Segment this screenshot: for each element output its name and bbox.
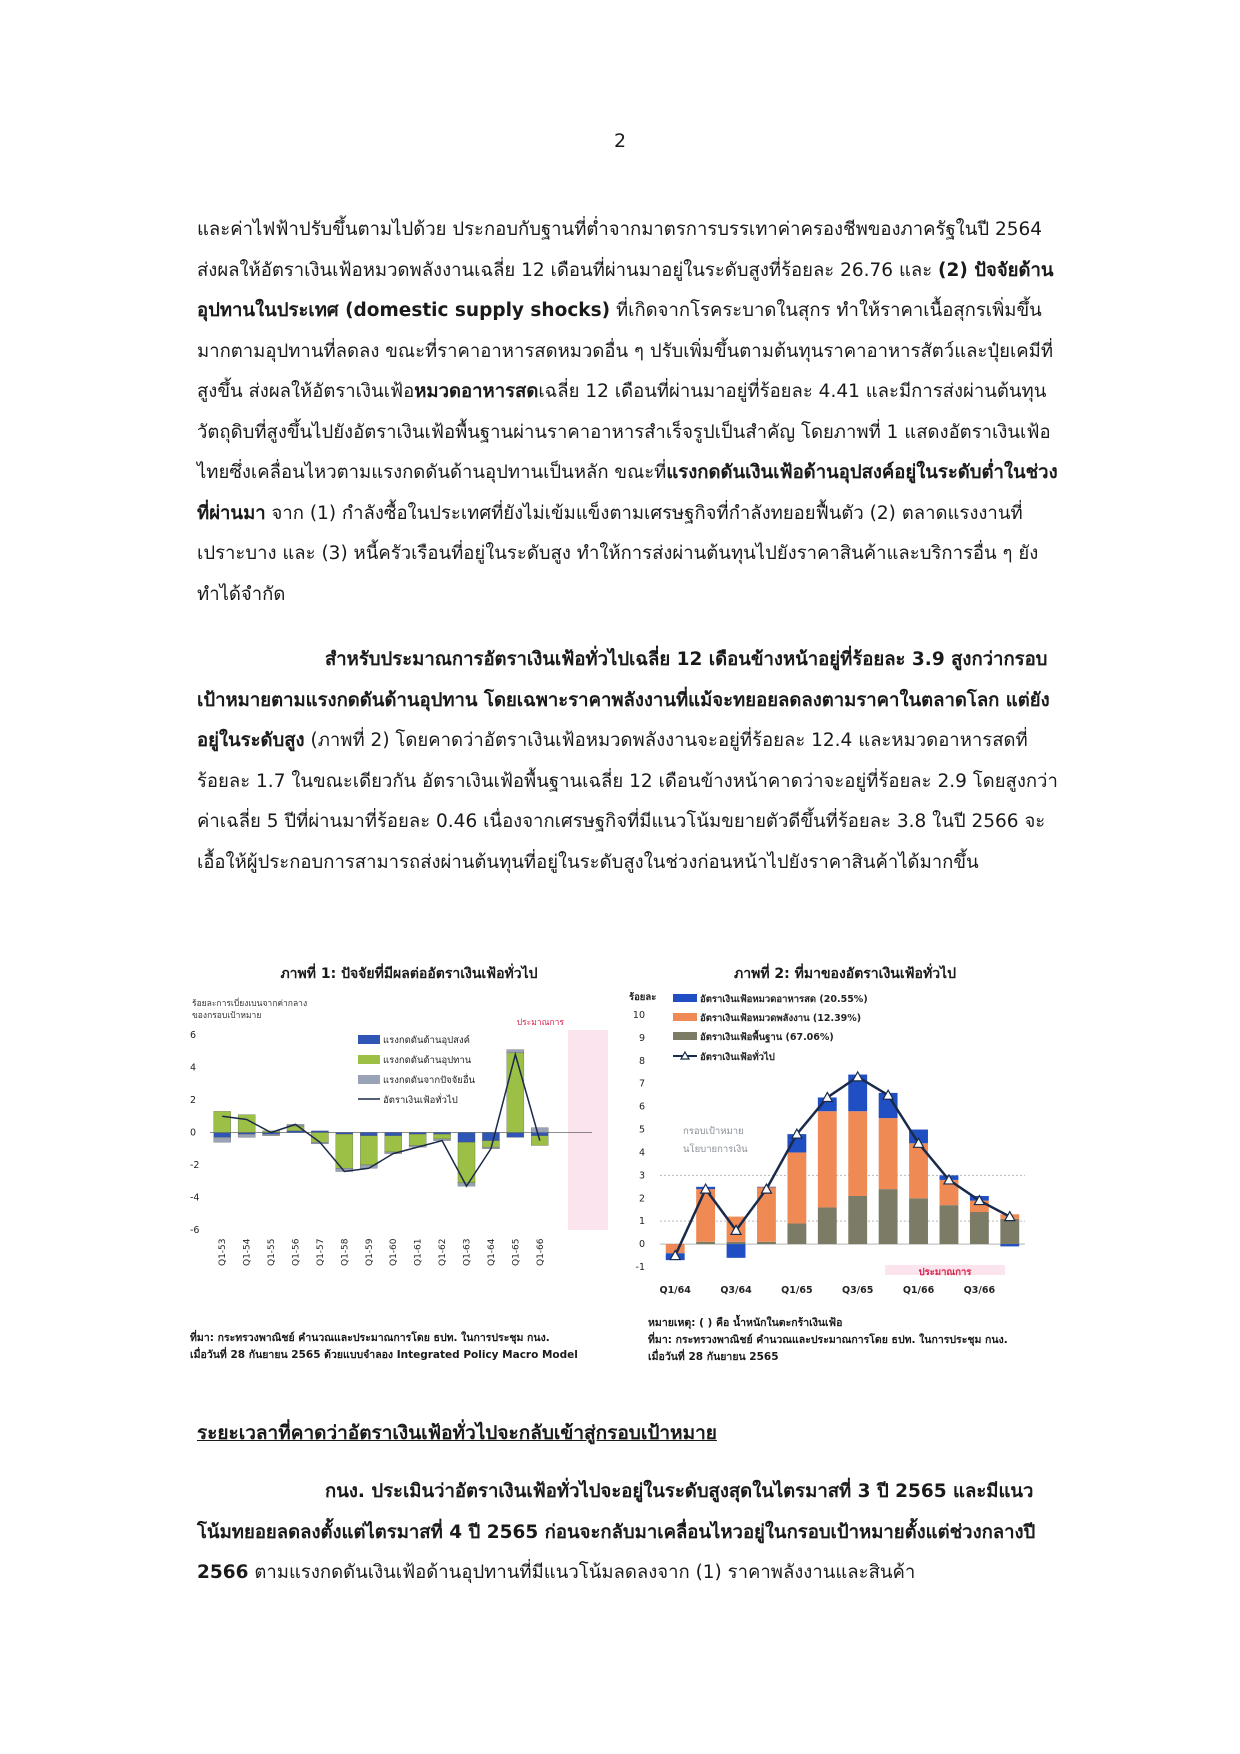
figure1-bar — [238, 1133, 255, 1135]
figure2-xtick-label: Q3/65 — [842, 1285, 874, 1296]
figure1-xtick-label: Q1-54 — [242, 1238, 253, 1266]
figure2-note: หมายเหตุ: ( ) คือ น้ำหนักในตะกร้าเงินเฟ้อ — [648, 1317, 843, 1329]
figure2-ytick-label: 1 — [638, 1216, 645, 1228]
figure2-bar — [848, 1111, 867, 1196]
figure1-xtick-label: Q1-58 — [340, 1238, 351, 1266]
figure1-xtick-label: Q1-59 — [364, 1238, 375, 1266]
figure1-ytick-label: 2 — [190, 1095, 197, 1106]
figure1-ytick-label: 0 — [190, 1127, 197, 1139]
legend-label-other: แรงกดดันจากปัจจัยอื่น — [383, 1075, 476, 1086]
figure1-bar — [385, 1136, 402, 1152]
figure1-bar — [458, 1133, 475, 1143]
figure2-bar — [727, 1244, 746, 1258]
figure1-xtick-label: Q1-65 — [511, 1238, 522, 1266]
figure1-xtick-label: Q1-64 — [486, 1238, 497, 1266]
figure1-ylabel-2: ของกรอบเป้าหมาย — [192, 1011, 262, 1021]
legend-label-supply: แรงกดดันด้านอุปทาน — [383, 1055, 472, 1066]
figure1-xtick-label: Q1-62 — [438, 1238, 449, 1266]
figure2-bar — [787, 1223, 806, 1244]
para1-bold-1: (2) ปัจจัยด้านอุปทานในประเทศ (domestic supply shocks) — [197, 259, 1054, 321]
legend-label-energy: อัตราเงินเฟ้อหมวดพลังงาน (12.39%) — [700, 1013, 862, 1024]
figure2-bar — [818, 1111, 837, 1207]
figure1-bar — [238, 1134, 255, 1137]
figure1-xtick-label: Q1-55 — [267, 1238, 278, 1266]
figure1-source — [190, 1330, 620, 1364]
legend-swatch-demand — [358, 1035, 380, 1044]
para1-text-2: ที่เกิดจากโรคระบาดในสุกร ทำให้ราคาเนื้อสุกรเพิ่มขึ้นมากตามอุปทานที่ลดลง ขณะที่ราคาอาหารสดหมวดอื่น ๆ ปรับเพิ่มขึ้นตามต้นทุนราคาอาหารสัตว์และปุ๋ยเคมีที่สูงขึ้น ส่งผลให้อัตราเงินเฟ้อ — [197, 300, 1054, 402]
figure2-ytick-label: 7 — [638, 1078, 645, 1090]
figure1-xtick-label: Q1-56 — [291, 1238, 302, 1266]
figure2-ytick-label: 9 — [638, 1032, 645, 1044]
figure2-ytick-label: 10 — [632, 1010, 645, 1021]
figure1-bar — [311, 1131, 328, 1133]
figure1-bar — [214, 1137, 231, 1142]
figure2-bar — [787, 1152, 806, 1223]
para1-bold-2: หมวดอาหารสด — [414, 381, 539, 402]
figure2-bar — [757, 1187, 776, 1242]
figure1-source-line2: เมื่อวันที่ 28 กันยายน 2565 ด้วยแบบจำลอง Integrated Policy Macro Model — [190, 1349, 578, 1361]
figure2-source-line2: เมื่อวันที่ 28 กันยายน 2565 — [648, 1351, 779, 1363]
figure2-ytick-label: 5 — [638, 1124, 645, 1136]
legend-label-core: อัตราเงินเฟ้อพื้นฐาน (67.06%) — [700, 1032, 834, 1043]
para1-bold-3: แรงกดดันเงินเฟ้อด้านอุปสงค์อยู่ในระดับต่ำในช่วงที่ผ่านมา — [197, 462, 1058, 524]
paragraph-1 — [197, 210, 1059, 615]
figure1-forecast-area — [568, 1030, 608, 1230]
legend-swatch-fresh-food — [673, 994, 697, 1002]
figure1-ytick-label: -2 — [190, 1160, 200, 1171]
figure1-source-line1: ที่มา: กระทรวงพาณิชย์ คำนวณและประมาณการโดย ธปท. ในการประชุม กนง. — [190, 1332, 550, 1344]
figure1-chart — [190, 990, 620, 1315]
legend-swatch-core — [673, 1032, 697, 1040]
figure1-bar — [434, 1134, 451, 1139]
figure2-ytick-label: 0 — [638, 1239, 645, 1251]
figure1-ytick-label: 6 — [190, 1030, 197, 1041]
figure1-ytick-label: -4 — [190, 1192, 200, 1204]
paragraph-2 — [197, 640, 1059, 883]
figure2-source-line1: ที่มา: กระทรวงพาณิชย์ คำนวณและประมาณการโดย ธปท. ในการประชุม กนง. — [648, 1334, 1008, 1346]
legend-swatch-supply — [358, 1055, 380, 1064]
figure2-ytick-label: -1 — [635, 1262, 645, 1273]
figure2-chart — [625, 985, 1040, 1315]
section-heading: ระยะเวลาที่คาดว่าอัตราเงินเฟ้อทั่วไปจะกลับเข้าสู่กรอบเป้าหมาย — [197, 1422, 717, 1444]
figure1-xtick-label: Q1-61 — [413, 1238, 424, 1266]
figure1-bar — [360, 1136, 377, 1165]
figure2-ytick-label: 4 — [638, 1147, 645, 1159]
figure2-bar — [879, 1189, 898, 1244]
figure2-xtick-label: Q3/64 — [720, 1285, 752, 1296]
figure1-xtick-label: Q1-57 — [315, 1238, 326, 1266]
page-number: 2 — [613, 130, 627, 152]
figure2-bar — [879, 1118, 898, 1189]
figure1-bar — [434, 1133, 451, 1135]
figure2-bar — [727, 1242, 746, 1244]
para3-text-1: ตามแรงกดดันเงินเฟ้อด้านอุปทานที่มีแนวโน้มลดลงจาก (1) ราคาพลังงานและสินค้า — [248, 1562, 916, 1583]
figure2-ylabel: ร้อยละ — [629, 992, 657, 1003]
figure1-bar — [287, 1131, 304, 1133]
para1-text-1: และค่าไฟฟ้าปรับขึ้นตามไปด้วย ประกอบกับฐานที่ต่ำจากมาตรการบรรเทาค่าครองชีพของภาครัฐในปี 2564 ส่งผลให้อัตราเงินเฟ้อหมวดพลังงานเฉลี่ย 12 เดือนที่ผ่านมาอยู่ในระดับสูงที่ร้อยละ 26.76 และ — [197, 219, 1043, 281]
figure1-forecast-label: ประมาณการ — [516, 1018, 564, 1028]
figure1-ylabel-1: ร้อยละการเบี่ยงเบนจากค่ากลาง — [192, 999, 308, 1009]
figure1-bar — [336, 1134, 353, 1168]
figure2-xtick-label: Q1/65 — [781, 1285, 813, 1296]
figure2-bar — [757, 1242, 776, 1244]
figure2-target-label-2: นโยบายการเงิน — [683, 1144, 748, 1155]
figure1-legend — [358, 1034, 476, 1106]
para2-bold-1: สำหรับประมาณการอัตราเงินเฟ้อทั่วไปเฉลี่ย 12 เดือนข้างหน้าอยู่ที่ร้อยละ 3.9 สูงกว่ากรอบเป้าหมายตามแรงกดดันด้านอุปทาน โดยเฉพาะราคาพลังงานที่แม้จะทยอยลดลงตามราคาในตลาดโลก แต่ยังอยู่ในระดับสูง — [197, 649, 1050, 751]
para1-text-3: เฉลี่ย 12 เดือนที่ผ่านมาอยู่ที่ร้อยละ 4.41 และมีการส่งผ่านต้นทุนวัตถุดิบที่สูงขึ้นไปยังอัตราเงินเฟ้อพื้นฐานผ่านราคาอาหารสำเร็จรูปเป็นสำคัญ โดยภาพที่ 1 แสดงอัตราเงินเฟ้อไทยซึ่งเคลื่อนไหวตามแรงกดดันด้านอุปทานเป็นหลัก ขณะที่ — [197, 381, 1051, 483]
figure2-ytick-label: 8 — [638, 1055, 645, 1067]
legend-label-headline: อัตราเงินเฟ้อทั่วไป — [700, 1052, 775, 1063]
para1-text-4: จาก (1) กำลังซื้อในประเทศที่ยังไม่เข้มแข็งตามเศรษฐกิจที่กำลังทยอยฟื้นตัว (2) ตลาดแรงงานที่เปราะบาง และ (3) หนี้ครัวเรือนที่อยู่ในระดับสูง ทำให้การส่งผ่านต้นทุนไปยังราคาสินค้าและบริการอื่น ๆ ยังทำได้จำกัด — [197, 502, 1039, 605]
legend-label-demand: แรงกดดันด้านอุปสงค์ — [383, 1035, 470, 1046]
figure2-forecast-label: ประมาณการ — [918, 1267, 972, 1278]
figure2-source — [648, 1315, 1068, 1366]
legend-swatch-other — [358, 1075, 380, 1084]
figure2-bar — [970, 1212, 989, 1244]
paragraph-3 — [197, 1472, 1059, 1594]
figure2-title: ภาพที่ 2: ที่มาของอัตราเงินเฟ้อทั่วไป — [734, 966, 956, 982]
figure1-bar — [409, 1134, 426, 1145]
figure2-bar — [909, 1198, 928, 1244]
figure1-bar — [263, 1134, 280, 1136]
figure1-bar — [214, 1111, 231, 1132]
figure1-bar — [531, 1128, 548, 1133]
figure2-bar — [1000, 1244, 1019, 1246]
legend-label-fresh-food: อัตราเงินเฟ้อหมวดอาหารสด (20.55%) — [700, 994, 868, 1005]
figure1-bar — [360, 1133, 377, 1136]
figure2-xtick-label: Q3/66 — [963, 1285, 996, 1296]
legend-swatch-energy — [673, 1013, 697, 1021]
para3-bold-1: กนง. ประเมินว่าอัตราเงินเฟ้อทั่วไปจะอยู่ในระดับสูงสุดในไตรมาสที่ 3 ปี 2565 และมีแนวโน้มทยอยลดลงตั้งแต่ไตรมาสที่ 4 ปี 2565 ก่อนจะกลับมาเคลื่อนไหวอยู่ในกรอบเป้าหมายตั้งแต่ช่วงกลางปี 2566 — [197, 1481, 1036, 1583]
figure1-bar — [238, 1115, 255, 1133]
figure1-ytick-label: 4 — [190, 1062, 197, 1074]
figure1-headline-line — [222, 1055, 540, 1187]
figure1-title: ภาพที่ 1: ปัจจัยที่มีผลต่ออัตราเงินเฟ้อทั่วไป — [280, 966, 538, 982]
figure1-ytick-label: -6 — [190, 1225, 200, 1236]
figure2-ytick-label: 2 — [638, 1193, 645, 1205]
figure1-bar — [507, 1053, 524, 1133]
figure1-xtick-label: Q1-53 — [218, 1238, 229, 1266]
figure2-bar — [848, 1196, 867, 1244]
figure2-ytick-label: 6 — [638, 1101, 645, 1113]
figure2-ytick-label: 3 — [638, 1170, 645, 1182]
figure1-bar — [409, 1133, 426, 1135]
figure1-xtick-label: Q1-66 — [535, 1238, 546, 1266]
figure2-bar — [696, 1242, 715, 1244]
figure1-bar — [507, 1133, 524, 1138]
figure2-target-label-1: กรอบเป้าหมาย — [683, 1126, 744, 1137]
legend-label-headline: อัตราเงินเฟ้อทั่วไป — [383, 1095, 458, 1106]
figure1-xtick-label: Q1-63 — [462, 1238, 473, 1266]
figure2-legend — [673, 993, 868, 1063]
figure1-bar — [336, 1133, 353, 1135]
figure2-xtick-label: Q1/64 — [659, 1285, 691, 1296]
figure1-xtick-label: Q1-60 — [389, 1238, 400, 1266]
figure1-bar — [531, 1133, 548, 1136]
figure2-xtick-label: Q1/66 — [902, 1285, 935, 1296]
figure2-bar — [818, 1207, 837, 1244]
figure2-bar — [1000, 1219, 1019, 1244]
para2-text-1: (ภาพที่ 2) โดยคาดว่าอัตราเงินเฟ้อหมวดพลังงานจะอยู่ที่ร้อยละ 12.4 และหมวดอาหารสดที่ร้อยละ 1.7 ในขณะเดียวกัน อัตราเงินเฟ้อพื้นฐานเฉลี่ย 12 เดือนข้างหน้าคาดว่าจะอยู่ที่ร้อยละ 2.9 โดยสูงกว่าค่าเฉลี่ย 5 ปีที่ผ่านมาที่ร้อยละ 0.46 เนื่องจากเศรษฐกิจที่มีแนวโน้มขยายตัวดีขึ้นที่ร้อยละ 3.8 ในปี 2566 จะเอื้อให้ผู้ประกอบการสามารถส่งผ่านต้นทุนที่อยู่ในระดับสูงในช่วงก่อนหน้าไปยังราคาสินค้าได้มากขึ้น — [197, 730, 1058, 873]
figure2-headline-line — [675, 1077, 1010, 1256]
figure1-bar — [214, 1133, 231, 1138]
figure2-bar — [940, 1205, 959, 1244]
figure1-bar — [482, 1133, 499, 1141]
figure1-bar — [385, 1133, 402, 1136]
